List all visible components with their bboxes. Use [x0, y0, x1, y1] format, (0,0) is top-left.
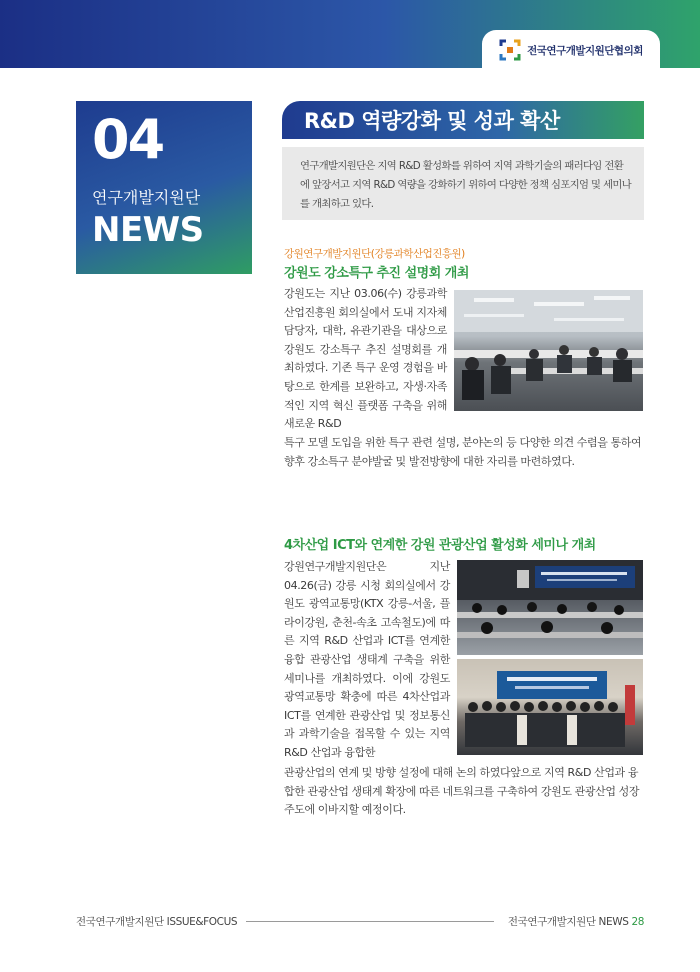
page-number: 28	[631, 916, 644, 928]
article1-body-column: 강원도는 지난 03.06(수) 강릉과학산업진흥원 회의실에서 도내 지자체 담당자, 대학, 유관기관을 대상으로 강원도 강소특구 추진 설명회를 개최하였다. 기존 특구 운영 경험을 바탕으로 한계를 보완하고, 자생·자족적인 지역 혁신 플랫폼 구축을 위해 새로운 R&D	[284, 287, 447, 431]
footer-divider	[246, 921, 494, 922]
article2-title: 4차산업 ICT와 연계한 강원 관광산업 활성화 세미나 개최	[284, 538, 596, 553]
seminar-audience-photo	[457, 560, 643, 655]
article1-source: 강원연구개발지원단(강릉과학산업진흥원)	[284, 248, 465, 260]
section-number: 04	[92, 108, 164, 171]
org-header-tab	[482, 30, 660, 70]
section-box	[76, 101, 252, 274]
page-title: R&D 역량강화 및 성과 확산	[282, 101, 644, 139]
article2-body-column: 강원연구개발지원단은 지난 04.26(금) 강릉 시청 회의실에서 강원도 광역교통망(KTX 강릉-서울, 플라이강원, 춘천-속초 고속철도)에 따른 지역 R&D 산업과 ICT를 연계한 융합 관광산업 생태계 구축을 위한 세미나를 개최하였다. 이에 강원도 광역교통망 확충에 따른 4차산업과 ICT를 연계한 관광산업 및 정보통신과 과학기술을 접목할 수 있는 지역 R&D 산업과 융합한	[284, 560, 450, 759]
section-title: NEWS	[92, 210, 204, 250]
briefing-session-photo	[454, 290, 643, 411]
section-subtitle: 연구개발지원단	[92, 188, 201, 207]
article1-title: 강원도 강소특구 추진 설명회 개최	[284, 266, 469, 281]
article1-body-full: 특구 모델 도입을 위한 특구 관련 설명, 분야논의 등 다양한 의견 수렴을 통하여 향후 강소특구 분야발굴 및 발전방향에 대한 자리를 마련하였다.	[284, 436, 642, 468]
org-name: 전국연구개발지원단협의회	[527, 44, 643, 57]
article2-body-full: 관광산업의 연계 및 방향 설정에 대해 논의 하였다앞으로 지역 R&D 산업과 융합한 관광산업 생태계 확장에 따른 네트워크를 구축하여 강원도 관광산업 성장주도에 이바지할 예정이다.	[284, 766, 640, 817]
footer-right-text: 전국연구개발지원단 NEWS	[507, 916, 629, 928]
summary-box: 연구개발지원단은 지역 R&D 활성화를 위하여 지역 과학기술의 패러다임 전환에 앞장서고 지역 R&D 역량을 강화하기 위하여 다양한 정책 심포지엄 및 세미나를 개최하고 있다.	[282, 147, 644, 220]
footer-left-text: 전국연구개발지원단 ISSUE&FOCUS	[76, 916, 238, 928]
bracket-square-logo-icon	[499, 39, 521, 61]
seminar-group-photo	[457, 659, 643, 755]
footer-right	[508, 914, 644, 929]
